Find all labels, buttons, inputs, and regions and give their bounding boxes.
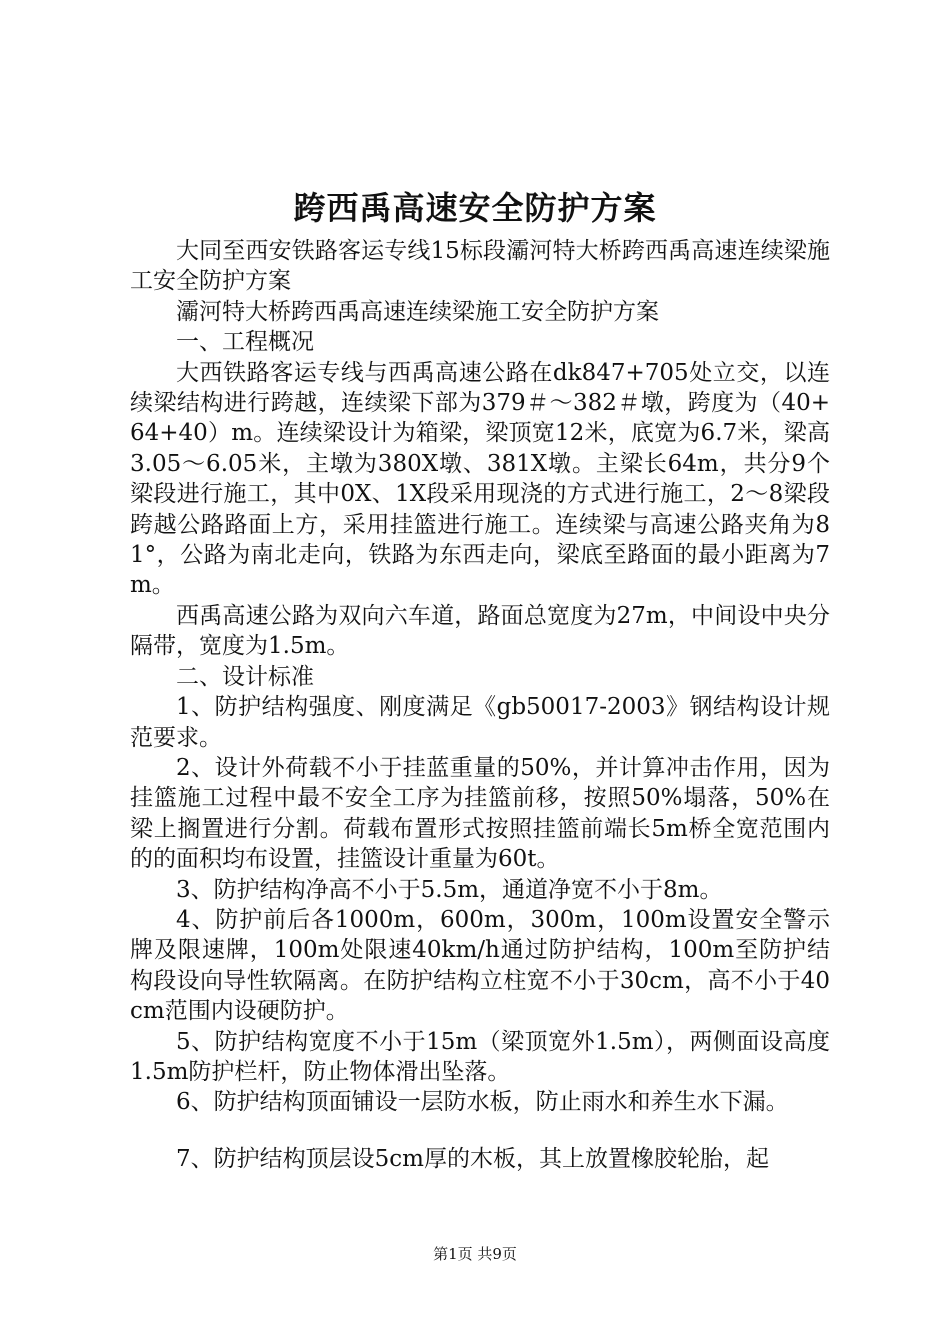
document-body xyxy=(130,236,830,1174)
section-heading-overview: 一、工程概况 xyxy=(176,329,314,356)
standard-item-3: 3、防护结构净高不小于5.5m，通道净宽不小于8m。 xyxy=(176,876,723,903)
paragraph-highway: 西禹高速公路为双向六车道，路面总宽度为27m，中间设中央分隔带，宽度为1.5m。 xyxy=(130,602,830,660)
page-number: 第1页 共9页 xyxy=(433,1245,517,1263)
paragraph-overview: 大西铁路客运专线与西禹高速公路在dk847+705处立交，以连续梁结构进行跨越，连续梁下部为379＃～382＃墩，跨度为（40+64+40）m。连续梁设计为箱梁，梁顶宽12米，底宽为6.7米，梁高3.05～6.05米，主墩为380X墩、381X墩。主梁长64m，共分9个梁段进行施工，其中0X、1X段采用现浇的方式进行施工，2～8梁段跨越公路路面上方，采用挂篮进行施工。连续梁与高速公路夹角为81°，公路为南北走向，铁路为东西走向，梁底至路面的最小距离为7m。 xyxy=(130,359,830,599)
section-heading-standards: 二、设计标准 xyxy=(176,663,314,690)
standard-item-2: 2、设计外荷载不小于挂蓝重量的50%，并计算冲击作用，因为挂篮施工过程中最不安全工序为挂篮前移，按照50%塌落，50%在梁上搁置进行分割。荷载布置形式按照挂篮前端长5m桥全宽范围内的的面积均布设置，挂篮设计重量为60t。 xyxy=(130,754,830,873)
paragraph-heading-short: 灞河特大桥跨西禹高速连续梁施工安全防护方案 xyxy=(176,298,659,325)
standard-item-4: 4、防护前后各1000m，600m，300m，100m设置安全警示牌及限速牌，100m处限速40km/h通过防护结构，100m至防护结构段设向导性软隔离。在防护结构立柱宽不小于30cm，高不小于40cm范围内设硬防护。 xyxy=(130,906,830,1025)
standard-item-7: 7、防护结构顶层设5cm厚的木板，其上放置橡胶轮胎，起 xyxy=(176,1145,769,1172)
standard-item-6: 6、防护结构顶面铺设一层防水板，防止雨水和养生水下漏。 xyxy=(176,1089,789,1116)
standard-item-5: 5、防护结构宽度不小于15m（梁顶宽外1.5m），两侧面设高度1.5m防护栏杆，防止物体滑出坠落。 xyxy=(130,1028,830,1085)
standard-item-1: 1、防护结构强度、刚度满足《gb50017-2003》钢结构设计规范要求。 xyxy=(130,694,830,751)
document-title: 跨西禹高速安全防护方案 xyxy=(293,189,657,227)
paragraph-heading-full: 大同至西安铁路客运专线15标段灞河特大桥跨西禹高速连续梁施工安全防护方案 xyxy=(130,238,830,295)
